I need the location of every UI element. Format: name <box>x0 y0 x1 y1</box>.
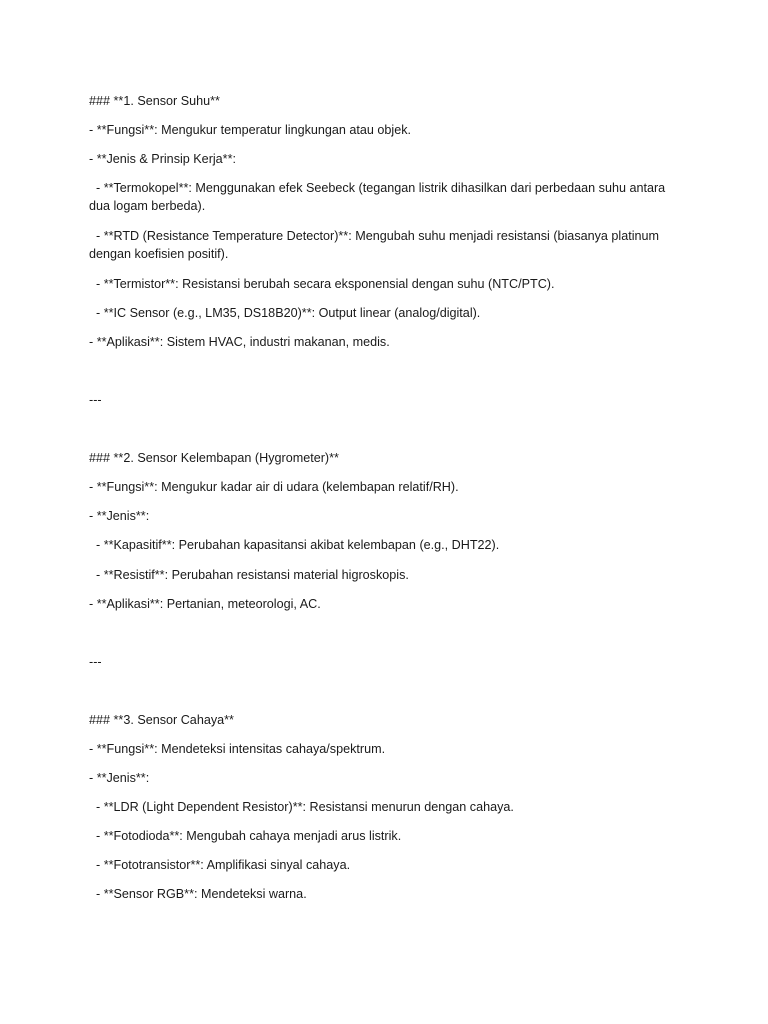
list-item: - **Jenis**: <box>89 509 150 523</box>
list-item: - **LDR (Light Dependent Resistor)**: Resistansi menurun dengan cahaya. <box>89 800 514 814</box>
list-item: - **Aplikasi**: Sistem HVAC, industri makanan, medis. <box>89 335 390 349</box>
list-item: - **Aplikasi**: Pertanian, meteorologi, AC. <box>89 597 321 611</box>
list-item: - **Fungsi**: Mengukur kadar air di udara (kelembapan relatif/RH). <box>89 480 459 494</box>
list-item: - **Jenis**: <box>89 771 150 785</box>
list-item: - **Jenis & Prinsip Kerja**: <box>89 152 236 166</box>
list-item: - **RTD (Resistance Temperature Detector)**: Mengubah suhu menjadi resistansi (biasanya platinum dengan koefisien positif). <box>89 229 663 261</box>
list-item: - **Resistif**: Perubahan resistansi material higroskopis. <box>89 568 409 582</box>
list-item: - **IC Sensor (e.g., LM35, DS18B20)**: Output linear (analog/digital). <box>89 306 481 320</box>
list-item: - **Fungsi**: Mengukur temperatur lingkungan atau objek. <box>89 123 412 137</box>
list-item: - **Kapasitif**: Perubahan kapasitansi akibat kelembapan (e.g., DHT22). <box>89 538 500 552</box>
list-item: - **Termokopel**: Menggunakan efek Seebeck (tegangan listrik dihasilkan dari perbedaan suhu antara dua logam berbeda). <box>89 181 669 213</box>
list-item: - **Sensor RGB**: Mendeteksi warna. <box>89 887 307 901</box>
section-heading-sensor-suhu: ### **1. Sensor Suhu** <box>89 94 220 108</box>
section-heading-sensor-cahaya: ### **3. Sensor Cahaya** <box>89 713 234 727</box>
list-item: - **Fotodioda**: Mengubah cahaya menjadi arus listrik. <box>89 829 402 843</box>
list-item: - **Fototransistor**: Amplifikasi sinyal cahaya. <box>89 858 351 872</box>
section-heading-sensor-kelembapan: ### **2. Sensor Kelembapan (Hygrometer)** <box>89 451 339 465</box>
list-item: - **Termistor**: Resistansi berubah secara eksponensial dengan suhu (NTC/PTC). <box>89 277 555 291</box>
horizontal-rule-text: --- <box>89 393 102 407</box>
list-item: - **Fungsi**: Mendeteksi intensitas cahaya/spektrum. <box>89 742 386 756</box>
horizontal-rule-text: --- <box>89 655 102 669</box>
